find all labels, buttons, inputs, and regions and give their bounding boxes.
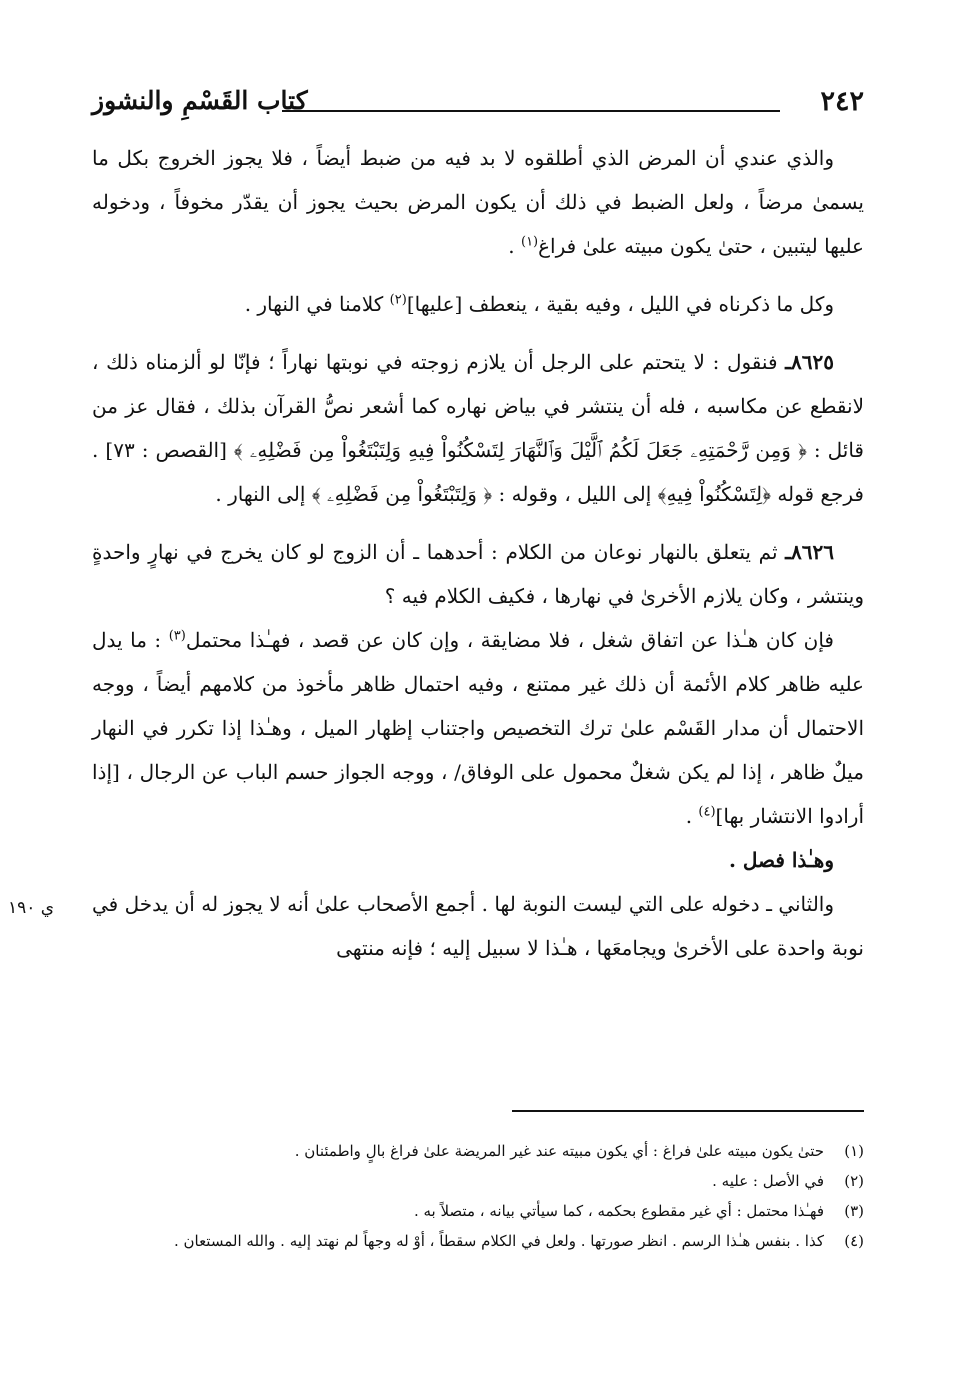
- paragraph-end: .: [508, 234, 521, 258]
- paragraph-number: ٨٦٢٦ـ: [785, 540, 834, 564]
- footnotes: [92, 1136, 864, 1256]
- footnote-text: كذا . بنفس هـٰذا الرسم . انظر صورتها . ولعل في الكلام سقطاً ، أوْ له وجهاً لم نهتد إليه . والله المستعان .: [173, 1232, 824, 1250]
- paragraph-end: كلامنا في النهار .: [244, 292, 390, 316]
- paragraph-text: وهـٰذا فصل .: [728, 848, 834, 872]
- paragraph-text: ثم يتعلق بالنهار نوعان من الكلام : أحدهما ـ أن الزوج لو كان يخرج في نهارٍ واحدةٍ وينتشر ، وكان يلازم الأخرىٰ في نهارها ، فكيف الكلام فيه ؟: [92, 540, 864, 608]
- paragraph-end: .: [215, 482, 229, 506]
- paragraph-text: فنقول : لا يتحتم على الرجل أن يلازم زوجته في نوبتها نهاراً ؛ فإنّا لو ألزمناه ذلك ، لانقطع عن مكاسبه ، فله أن ينتشر في بياض نهاره كما أشعر نصُّ القرآن بذلك ، فقال عز من قائل : ﴿ وَمِن رَّحْمَتِهِۦ جَعَلَ لَكُمُ ٱلَّيْلَ وَٱلنَّهَارَ لِتَسْكُنُواْ فِيهِ وَلِتَبْتَغُواْ مِن فَضْلِهِۦ ﴾ [القصص : ٧٣] . فرجع قوله ﴿لِتَسْكُنُواْ فِيهِ﴾ إلى الليل ، وقوله : ﴿ وَلِتَبْتَغُواْ مِن فَضْلِهِۦ ﴾ إلى النهار: [92, 350, 864, 506]
- footnote-ref[interactable]: (١): [520, 234, 539, 250]
- paragraph-text: وكل ما ذكرناه في الليل ، وفيه بقية ، ينعطف [عليها]: [406, 292, 834, 316]
- footnote-item: [92, 1136, 864, 1166]
- footnote-item: [92, 1166, 864, 1196]
- footnote-number: (١): [844, 1142, 864, 1160]
- footnote-ref[interactable]: (٢): [389, 292, 407, 308]
- footnote-item: [92, 1226, 864, 1256]
- footnote-number: (٤): [844, 1232, 864, 1250]
- footnote-separator: [512, 1110, 864, 1112]
- footnote-number: (٣): [844, 1202, 864, 1220]
- paragraph-8625: [92, 340, 864, 516]
- paragraph-7: [92, 882, 864, 970]
- footnote-ref[interactable]: (٤): [698, 804, 716, 820]
- body-text: [92, 136, 864, 970]
- paragraph-text: فإن كان هـٰذا عن اتفاق شغل ، فلا مضايقة ، وإن كان عن قصد ، فهـٰذا محتمل: [185, 628, 834, 652]
- footnote-text: فهـٰذا محتمل : أي غير مقطوع بحكمه ، كما سيأتي بيانه ، متصلاً به .: [413, 1202, 824, 1220]
- footnote-number: (٢): [844, 1172, 864, 1190]
- paragraph-2: [92, 282, 864, 326]
- footnote-text: في الأصل : عليه .: [712, 1172, 824, 1190]
- page-number: ٢٤٢: [820, 86, 864, 117]
- paragraph-text: والثاني ـ دخوله على التي ليست النوبة لها . أجمع الأصحاب علىٰ أنه لا يجوز له أن يدخل في نوبة واحدة على الأخرىٰ ويجامعَها ، هـٰذا لا سبيل إليه ؛ فإنه منتهى: [92, 892, 864, 960]
- paragraph-end: .: [685, 804, 699, 828]
- paragraph-1: [92, 136, 864, 268]
- book-title: كتاب القَسْمِ والنشوز: [92, 86, 308, 115]
- paragraph-6: [92, 838, 864, 882]
- footnote-ref[interactable]: (٣): [168, 628, 186, 644]
- paragraph-number: ٨٦٢٥ـ: [785, 350, 834, 374]
- footnote-text: حتىٰ يكون مبيته علىٰ فراغ : أي يكون مبيته عند غير المريضة علىٰ فراغ بالٍ واطمئنان .: [294, 1142, 824, 1160]
- paragraph-5: [92, 618, 864, 838]
- margin-page-ref: ي ١٩٠: [8, 898, 55, 918]
- footnote-item: [92, 1196, 864, 1226]
- page-header: [92, 86, 864, 126]
- paragraph-text-continued: : ما يدل عليه ظاهر كلام الأئمة أن ذلك غير ممتنع ، وفيه احتمال ظاهر مأخوذ من كلامهم أيضاً ، ووجه الاحتمال أن مدار القَسْم علىٰ ترك التخصيص واجتناب إظهار الميل ، وهـٰذا إذا تكرر في النهار ميلٌ ظاهر ، إذا لم يكن شغلٌ محمول على الوفاق/ ، ووجه الجواز حسم الباب عن الرجال ، [إذا أرادوا الانتشار بها]: [92, 628, 864, 828]
- header-rule: [282, 110, 780, 112]
- paragraph-text: والذي عندي أن المرض الذي أطلقوه لا بد فيه من ضبط أيضاً ، فلا يجوز الخروج بكل ما يسمىٰ مرضاً ، ولعل الضبط في ذلك أن يكون المرض بحيث يجوز أن يقدّر مخوفاً ، ودخوله عليها ليتبين ، حتىٰ يكون مبيته علىٰ فراغ: [92, 146, 864, 258]
- paragraph-8626: [92, 530, 864, 618]
